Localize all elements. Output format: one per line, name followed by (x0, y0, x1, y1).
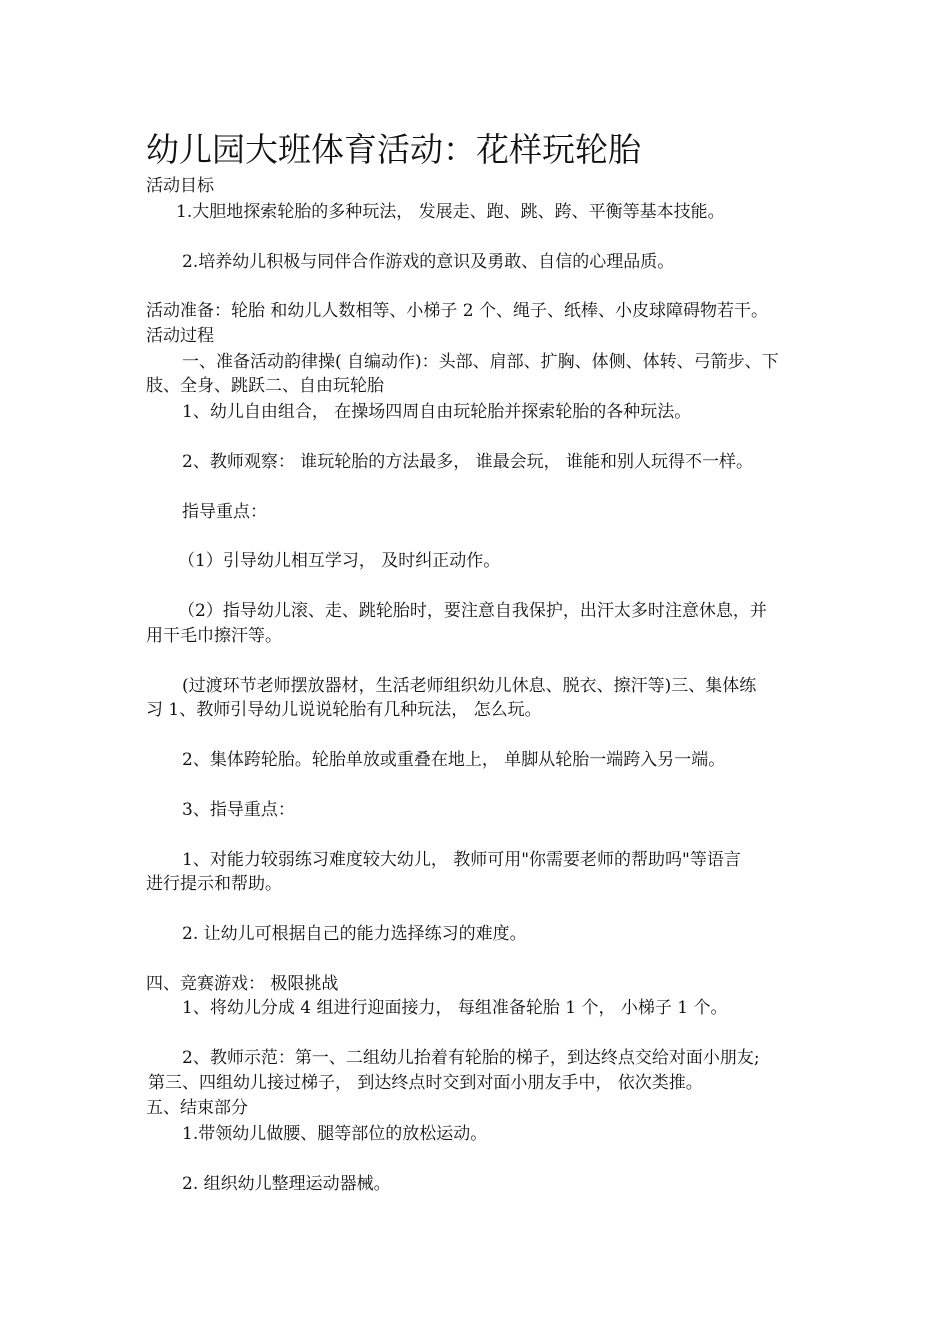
heading-process: 活动过程 (146, 326, 214, 346)
paragraph-demo-line-1: 2、教师示范：第一、二组幼儿抬着有轮胎的梯子，到达终点交给对面小朋友; (182, 1048, 760, 1068)
paragraph-objective-1: 1.大胆地探索轮胎的多种玩法， 发展走、跑、跳、跨、平衡等基本技能。 (176, 202, 725, 222)
heading-competition: 四、竞赛游戏： 极限挑战 (146, 974, 339, 994)
paragraph-teacher-observe: 2、教师观察： 谁玩轮胎的方法最多， 谁最会玩， 谁能和别人玩得不一样。 (182, 452, 754, 472)
paragraph-guidance-1: （1）引导幼儿相互学习， 及时纠正动作。 (178, 551, 501, 571)
paragraph-weak-children-line-2: 进行提示和帮助。 (146, 874, 282, 894)
paragraph-relay: 1、将幼儿分成 4 组进行迎面接力， 每组准备轮胎 1 个， 小梯子 1 个。 (182, 998, 728, 1018)
paragraph-warmup-line-2: 肢、全身、跳跃二、自由玩轮胎 (146, 376, 384, 396)
paragraph-transition-line-2: 习 1、教师引导幼儿说说轮胎有几种玩法， 怎么玩。 (146, 700, 542, 720)
paragraph-relax: 1.带领幼儿做腰、腿等部位的放松运动。 (182, 1124, 488, 1144)
document-title: 幼儿园大班体育活动：花样玩轮胎 (146, 130, 641, 169)
paragraph-choose-difficulty: 2. 让幼儿可根据自己的能力选择练习的难度。 (182, 924, 527, 944)
paragraph-free-play-1: 1、幼儿自由组合， 在操场四周自由玩轮胎并探索轮胎的各种玩法。 (182, 402, 692, 422)
paragraph-objective-2: 2.培养幼儿积极与同伴合作游戏的意识及勇敢、自信的心理品质。 (182, 252, 675, 272)
paragraph-warmup-line-1: 一、准备活动韵律操( 自编动作)：头部、肩部、扩胸、体侧、体转、弓箭步、下 (182, 352, 779, 372)
paragraph-transition-line-1: (过渡环节老师摆放器材，生活老师组织幼儿休息、脱衣、擦汗等)三、集体练 (182, 676, 757, 696)
paragraph-group-step: 2、集体跨轮胎。轮胎单放或重叠在地上， 单脚从轮胎一端跨入另一端。 (182, 750, 726, 770)
heading-ending: 五、结束部分 (146, 1098, 248, 1118)
paragraph-preparation: 活动准备：轮胎 和幼儿人数相等、小梯子 2 个、绳子、纸棒、小皮球障碍物若干。 (146, 301, 769, 321)
paragraph-weak-children-line-1: 1、对能力较弱练习难度较大幼儿， 教师可用"你需要老师的帮助吗"等语言 (182, 850, 741, 870)
paragraph-guidance-2-line-2: 用干毛巾擦汗等。 (146, 626, 282, 646)
paragraph-guidance-2-line-1: （2）指导幼儿滚、走、跳轮胎时，要注意自我保护，出汗太多时注意休息，并 (178, 601, 767, 621)
paragraph-demo-line-2: 第三、四组幼儿接过梯子， 到达终点时交到对面小朋友手中， 依次类推。 (148, 1073, 703, 1093)
heading-guidance-points: 指导重点： (182, 502, 267, 522)
heading-guidance-points-3: 3、指导重点： (182, 800, 295, 820)
heading-objectives: 活动目标 (146, 176, 214, 196)
paragraph-tidy-up: 2. 组织幼儿整理运动器械。 (182, 1174, 391, 1194)
